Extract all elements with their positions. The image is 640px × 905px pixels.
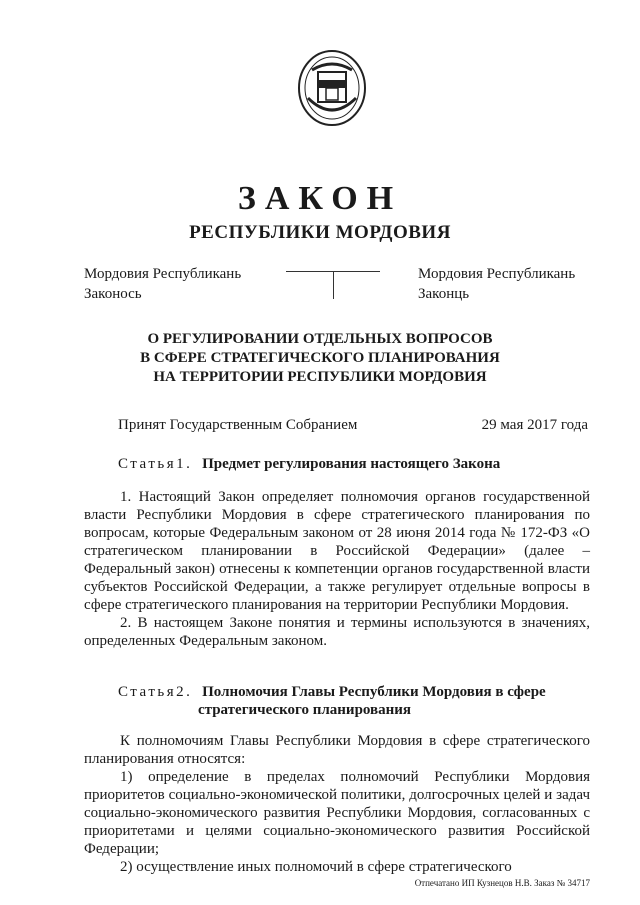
right-language-line: Мордовия Республикань — [418, 266, 576, 282]
article-2-label: Статья2. — [118, 684, 193, 700]
article-1-label: Статья1. — [118, 456, 193, 472]
law-title-line: НА ТЕРРИТОРИИ РЕСПУБЛИКИ МОРДОВИЯ — [153, 369, 487, 385]
article-1-body — [84, 488, 590, 650]
article-2-title: Полномочия Главы Республики Мордовия в сфере — [202, 684, 546, 700]
right-language-line: Законць — [418, 286, 470, 302]
adopted-date: 29 мая 2017 года — [481, 417, 588, 433]
law-title-line: В СФЕРЕ СТРАТЕГИЧЕСКОГО ПЛАНИРОВАНИЯ — [140, 350, 500, 366]
left-language-line: Мордовия Республикань — [84, 266, 242, 282]
article-2-title-continued: стратегического планирования — [198, 702, 412, 718]
law-title-line: О РЕГУЛИРОВАНИИ ОТДЕЛЬНЫХ ВОПРОСОВ — [147, 331, 493, 347]
left-language-line: Законось — [84, 286, 142, 302]
article-2-body — [84, 732, 590, 876]
article-1-heading — [118, 455, 500, 473]
adopted-label: Принят Государственным Собранием — [118, 417, 358, 433]
article-2-heading — [118, 683, 546, 701]
article-1-title: Предмет регулирования настоящего Закона — [202, 456, 501, 472]
document-title: ЗАКОН — [237, 180, 403, 217]
article-1-paragraph: 2. В настоящем Законе понятия и термины используются в значениях, определенных Федеральным законом. — [84, 615, 590, 649]
print-footer: Отпечатано ИП Кузнецов Н.В. Заказ № 34717 — [414, 878, 590, 888]
article-2-paragraph: 2) осуществление иных полномочий в сфере стратегического — [120, 859, 512, 875]
header-divider-vertical — [333, 271, 334, 299]
right-language-header — [418, 264, 575, 304]
article-2-paragraph: К полномочиям Главы Республики Мордовия в сфере стратегического планирования относятся: — [84, 733, 590, 767]
article-1-paragraph: 1. Настоящий Закон определяет полномочия органов государственной власти Республики Мордовия в сфере стратегического планирования по вопросам, которые Федеральным законом от 28 июня 2014 года № 172-ФЗ «О стратегическом планировании в Российской Федерации» (далее – Федеральный закон) отнесены к компетенции органов государственной власти субъектов Российской Федерации, а также регулирует отдельные вопросы в сфере стратегического планирования на территории Республики Мордовия. — [84, 489, 590, 613]
article-2-paragraph: 1) определение в пределах полномочий Республики Мордовия приоритетов социально-экономической политики, долгосрочных целей и задач социально-экономического развития Республики Мордовия, согласованных с приоритетами и целями социально-экономического развития Российской Федерации; — [84, 769, 590, 857]
document-subtitle: РЕСПУБЛИКИ МОРДОВИЯ — [189, 222, 451, 243]
coat-of-arms-icon — [296, 48, 368, 128]
law-title — [0, 330, 640, 387]
left-language-header — [84, 264, 241, 304]
